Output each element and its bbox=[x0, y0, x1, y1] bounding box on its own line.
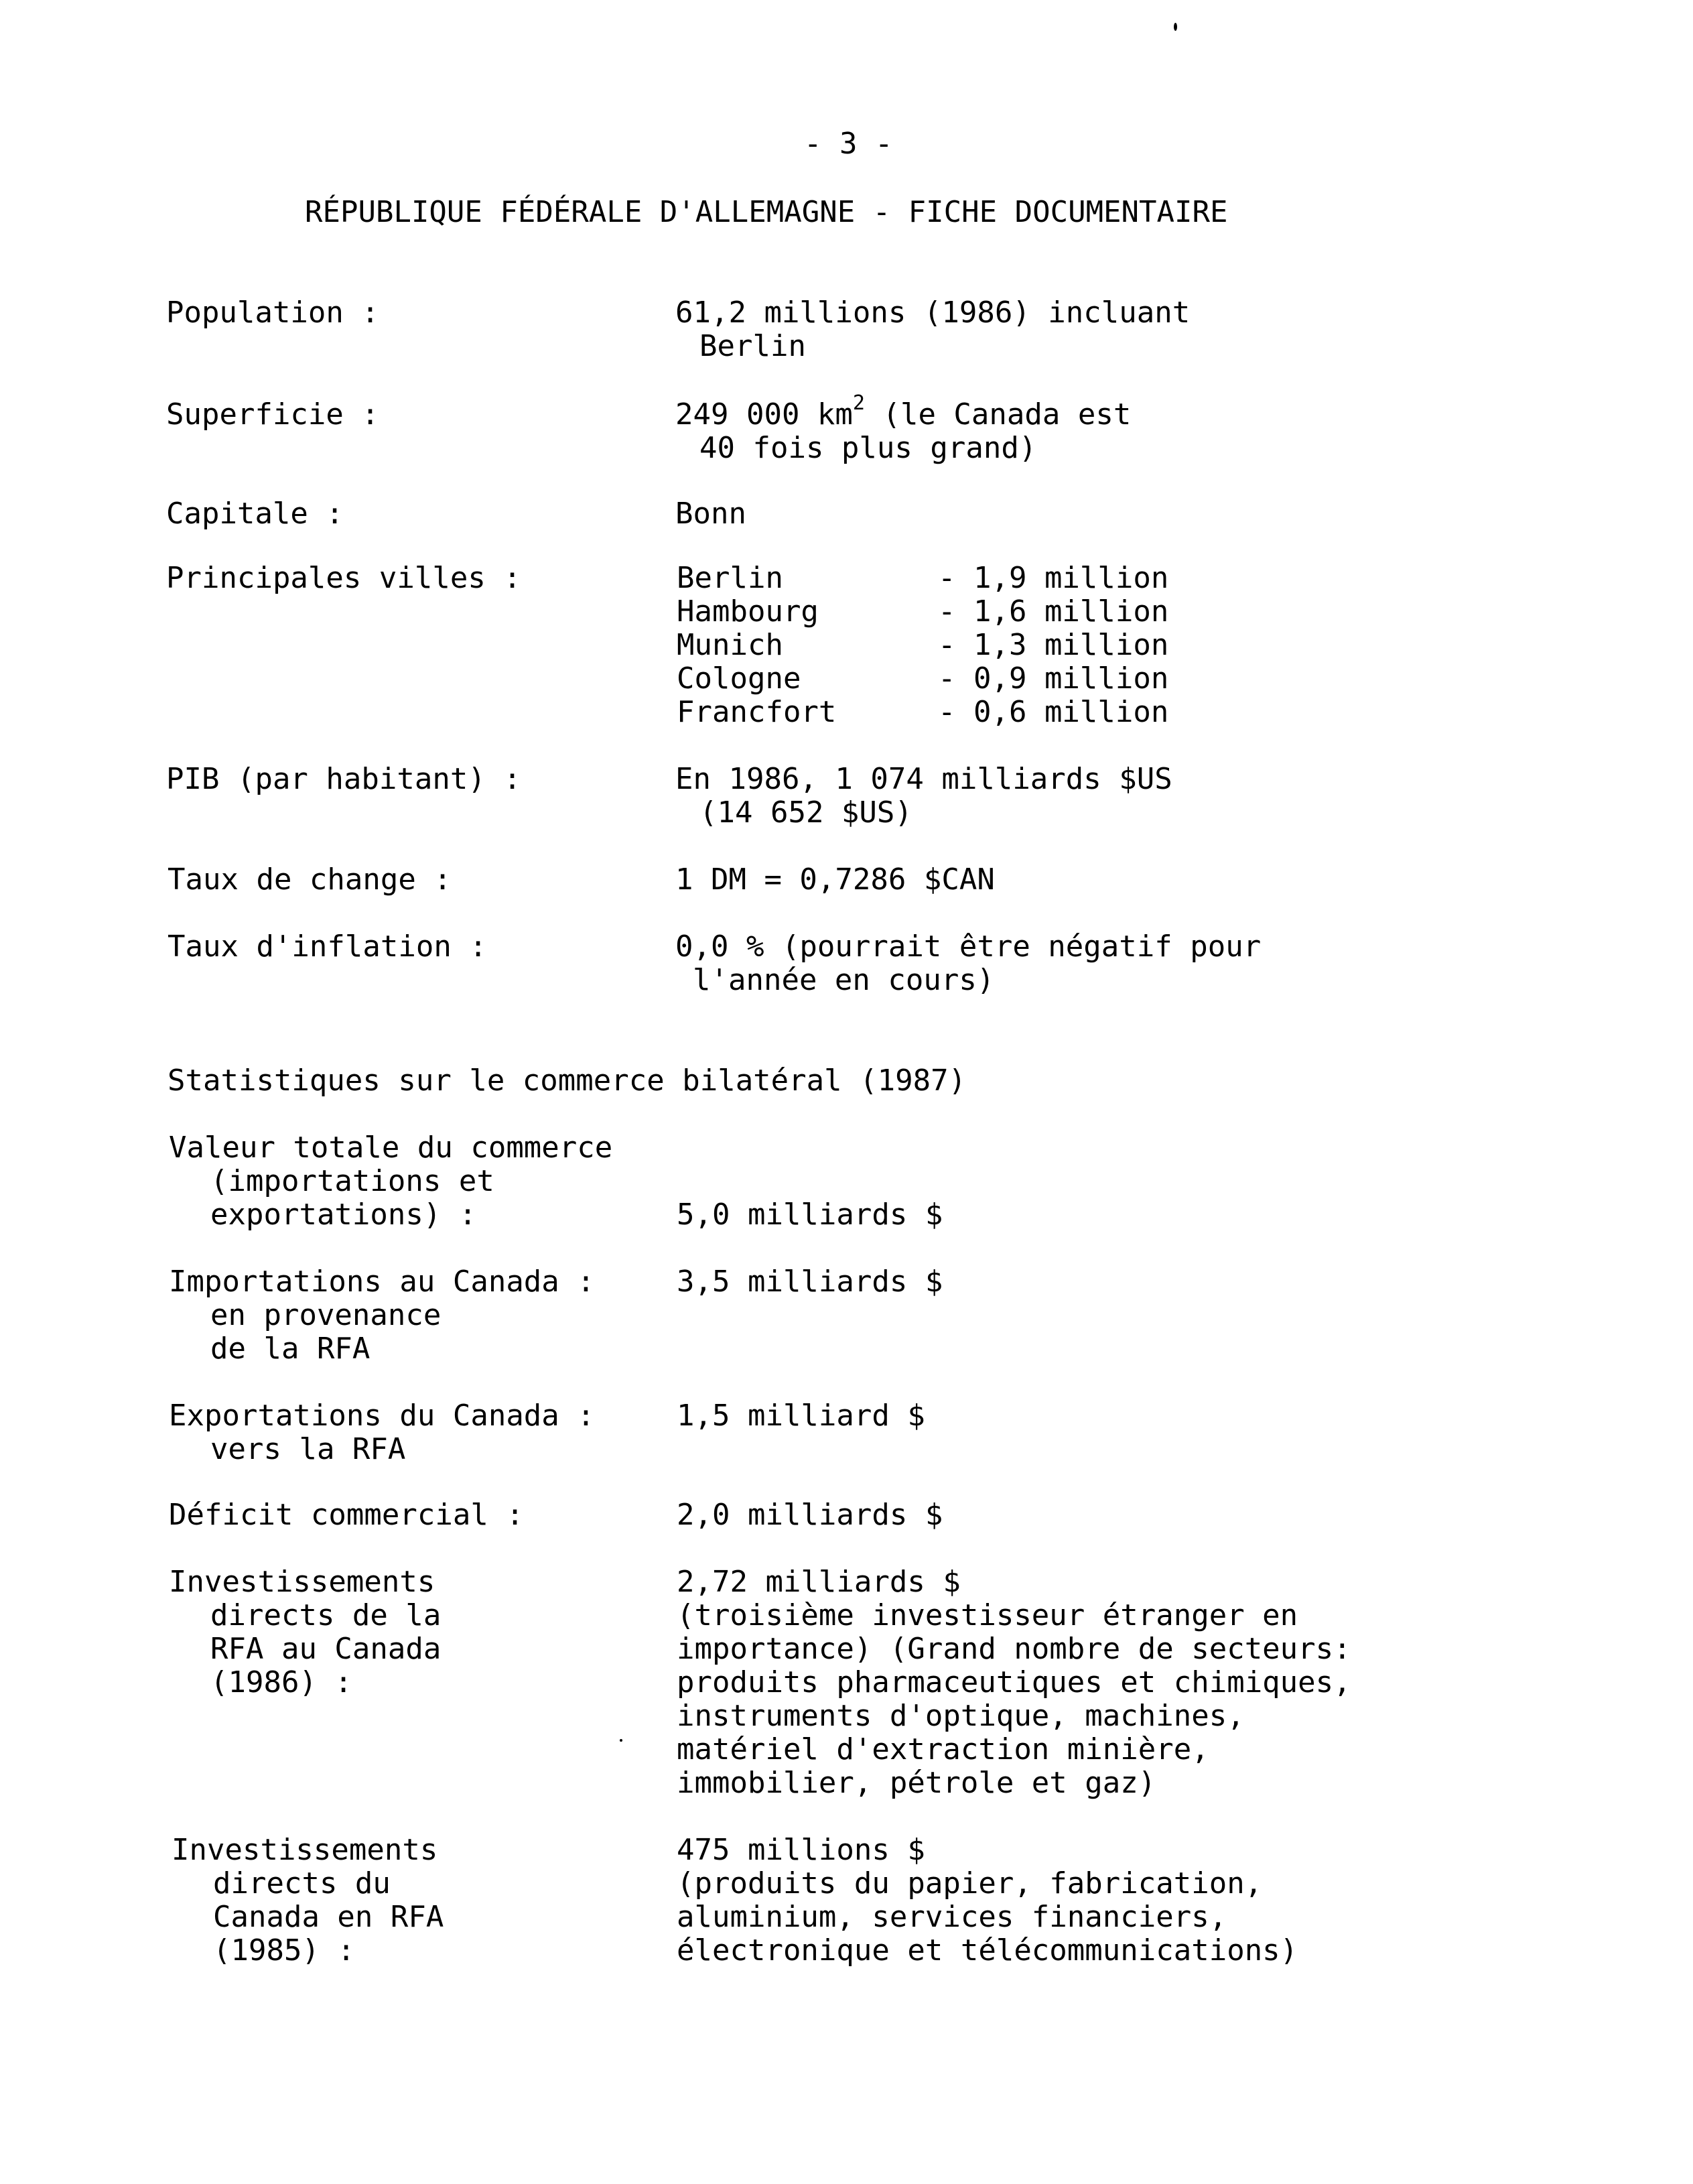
deficit-label: Déficit commercial : bbox=[169, 1498, 524, 1532]
capitale-label: Capitale : bbox=[166, 497, 344, 531]
document-page: - 3 - RÉPUBLIQUE FÉDÉRALE D'ALLEMAGNE - FICHE DOCUMENTAIRE Population : 61,2 millions (1986) incluant Berlin Superficie : 249 000 $km^2$ (le Canada est 40 fois plus grand) Capitale : Bonn Principales villes : Berlin - 1,9 million Hambourg - 1,6 million Munich - 1,3 million Cologne - 0,9 million Francfort - 0,6 million PIB (par habitant) : En 1986, 1 074 milliards $US (14 652 $US) Taux de change : 1 DM = 0,7286 $CAN Taux d'inflation : 0,0 % (pourrait être négatif pour l'année en cours) Statistiques sur le commerce bilatéral (1987) Valeur totale du commerce (importations et exportations) : 5,0 milliards $ Importations au Canada : en provenance de la RFA 3,5 milliards $ Exportations du Canada : vers la RFA 1,5 milliard $ Déficit commercial : 2,0 milliards $ Investissements directs de la RFA au Canada (1986) : 2,72 milliards $ (troisième investisseur étranger en importance) (Grand nombre de secteurs: produits pharmaceutiques et chimiques, instruments d'optique, machines, matériel d'extraction minière, immobilier, pétrole et gaz) Investissements directs du Canada en RFA (1985) : 475 millions $ (produits du papier, fabrication, aluminium, services financiers, électronique et télécommunications) bbox=[0, 0, 1693, 2184]
population-label: Population : bbox=[166, 296, 379, 330]
scan-speck bbox=[1174, 23, 1177, 31]
superficie-label: Superficie : bbox=[166, 397, 379, 432]
change-label: Taux de change : bbox=[167, 862, 452, 897]
pib-label: PIB (par habitant) : bbox=[166, 762, 521, 796]
villes-label: Principales villes : bbox=[166, 561, 521, 595]
superficie-value: 249 000 $km^2$ (le Canada est 40 fois plus grand) bbox=[675, 391, 1132, 465]
deficit-value: 2,0 milliards $ bbox=[677, 1498, 943, 1532]
importations-label: Importations au Canada : en provenance de la RFA bbox=[169, 1265, 595, 1366]
importations-value: 3,5 milliards $ bbox=[677, 1265, 943, 1299]
trade-section-heading: Statistiques sur le commerce bilatéral (1987) bbox=[167, 1064, 967, 1098]
exportations-value: 1,5 milliard $ bbox=[677, 1399, 925, 1433]
exportations-label: Exportations du Canada : vers la RFA bbox=[169, 1399, 595, 1466]
scan-speck bbox=[620, 1739, 622, 1742]
pib-value: En 1986, 1 074 milliards $US (14 652 $US) bbox=[675, 762, 1172, 830]
invest-canada-value: 475 millions $ (produits du papier, fabrication, aluminium, services financiers, électronique et télécommunications) bbox=[677, 1833, 1298, 1968]
page-title: RÉPUBLIQUE FÉDÉRALE D'ALLEMAGNE - FICHE DOCUMENTAIRE bbox=[305, 195, 1228, 229]
change-value: 1 DM = 0,7286 $CAN bbox=[675, 862, 995, 897]
valeur-totale-label: Valeur totale du commerce (importations et exportations) : bbox=[169, 1131, 613, 1232]
page-number: - 3 - bbox=[804, 127, 893, 161]
valeur-totale-value: 5,0 milliards $ bbox=[677, 1198, 943, 1232]
invest-rfa-value: 2,72 milliards $ (troisième investisseur étranger en importance) (Grand nombre de secteurs: produits pharmaceutiques et chimiques, instruments d'optique, machines, matériel d'extraction minière, immobilier, pétrole et gaz) bbox=[677, 1565, 1351, 1800]
capitale-value: Bonn bbox=[675, 497, 746, 531]
invest-rfa-label: Investissements directs de la RFA au Canada (1986) : bbox=[169, 1565, 442, 1699]
inflation-value: 0,0 % (pourrait être négatif pour l'année en cours) bbox=[675, 929, 1262, 997]
inflation-label: Taux d'inflation : bbox=[167, 929, 487, 964]
population-value: 61,2 millions (1986) incluant Berlin bbox=[675, 296, 1191, 363]
invest-canada-label: Investissements directs du Canada en RFA (1985) : bbox=[172, 1833, 444, 1968]
